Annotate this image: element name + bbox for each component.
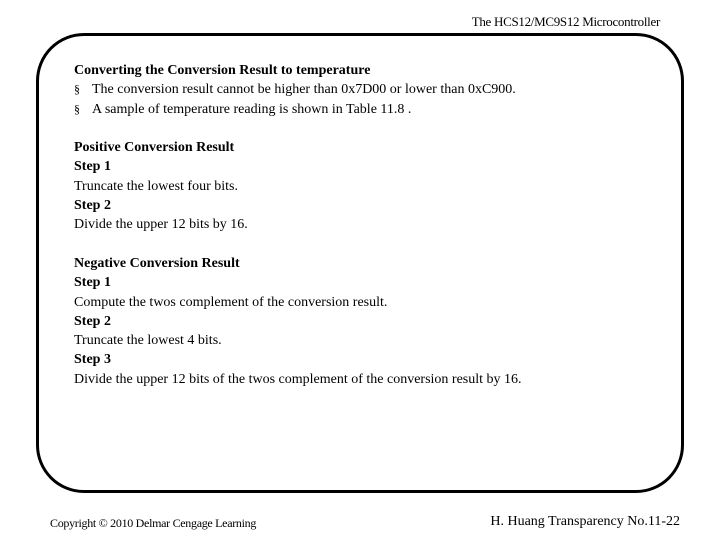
- bullet-item: [74, 100, 674, 119]
- negative-step-2-label: Step 2: [74, 313, 111, 329]
- footer-page-label: H. Huang Transparency No.11-22: [490, 514, 680, 529]
- spacer: [74, 235, 674, 254]
- negative-step-2-text: Truncate the lowest 4 bits.: [74, 333, 222, 349]
- header-title: The HCS12/MC9S12 Microcontroller: [471, 14, 660, 29]
- square-bullet-icon: §: [74, 101, 80, 116]
- negative-step-1-text: Compute the twos complement of the conversion result.: [74, 294, 388, 310]
- positive-heading: Positive Conversion Result: [74, 140, 235, 156]
- spacer: [74, 119, 674, 138]
- negative-step-1-label: Step 1: [74, 275, 111, 291]
- bullet-text: The conversion result cannot be higher than 0x7D00 or lower than 0xC900.: [92, 82, 516, 98]
- bullet-item: [74, 80, 674, 99]
- negative-step-3-label: Step 3: [74, 352, 111, 368]
- slide-heading: Converting the Conversion Result to temperature: [74, 63, 371, 78]
- negative-heading: Negative Conversion Result: [74, 255, 240, 271]
- positive-step-1-text: Truncate the lowest four bits.: [74, 178, 238, 194]
- positive-step-2-text: Divide the upper 12 bits by 16.: [74, 217, 248, 233]
- slide-content: [74, 61, 674, 389]
- square-bullet-icon: §: [74, 82, 80, 97]
- bullet-text: A sample of temperature reading is shown in Table 11.8 .: [92, 101, 412, 117]
- footer-copyright: Copyright © 2010 Delmar Cengage Learning: [50, 516, 257, 530]
- negative-step-3-text: Divide the upper 12 bits of the twos complement of the conversion result by 16.: [74, 371, 522, 387]
- positive-step-1-label: Step 1: [74, 159, 111, 175]
- positive-step-2-label: Step 2: [74, 198, 111, 214]
